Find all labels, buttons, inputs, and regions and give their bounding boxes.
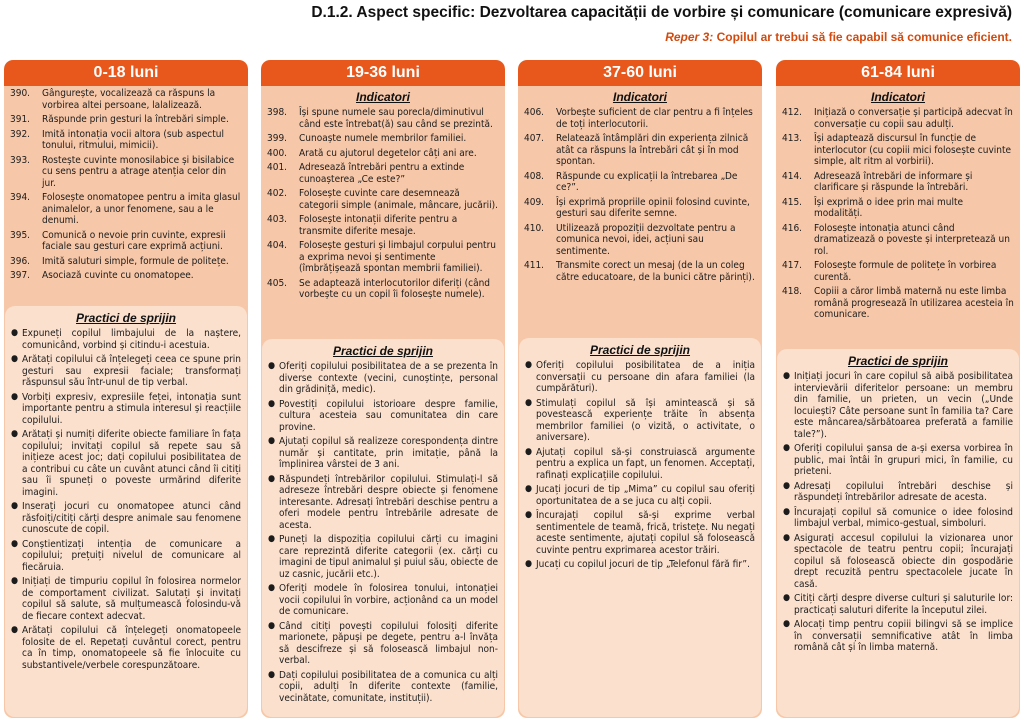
practice-item bbox=[11, 539, 241, 574]
reper-text: Copilul ar trebui să fie capabil să comunice eficient. bbox=[716, 30, 1012, 44]
indicator-number: 390. bbox=[10, 88, 31, 99]
practice-text: Stimulați copilul să își amintească și să povestească experiențe trăite în absența membrilor familiei (o vizită, o activitate, o aniversare). bbox=[536, 397, 755, 443]
bullet-icon: ● bbox=[783, 480, 791, 491]
indicator-number: 411. bbox=[524, 260, 545, 271]
practice-item bbox=[268, 361, 498, 396]
bullet-icon: ● bbox=[525, 484, 533, 494]
practice-item bbox=[268, 583, 498, 618]
practice-item bbox=[783, 619, 1013, 654]
age-header: 19-36 luni bbox=[261, 60, 505, 86]
indicators-title: Indicatori bbox=[612, 90, 667, 104]
bullet-icon: ● bbox=[268, 398, 276, 409]
practice-item bbox=[11, 392, 241, 427]
indicator-item bbox=[267, 107, 499, 130]
practice-item bbox=[268, 474, 498, 532]
practice-item bbox=[783, 507, 1013, 530]
practice-text: Când citiți povești copilului folosiți diferite marionete, păpuși pe degete, pentru a-l învăța să descifreze și să folosească limbajul non-verbal. bbox=[279, 620, 498, 666]
indicator-number: 404. bbox=[267, 240, 288, 251]
indicator-text: Adresează întrebări pentru a extinde cunoașterea „Ce este?” bbox=[299, 162, 465, 185]
indicator-number: 418. bbox=[782, 286, 803, 297]
indicator-number: 407. bbox=[524, 133, 545, 144]
age-column bbox=[4, 60, 248, 718]
indicator-item bbox=[782, 133, 1014, 168]
bullet-icon: ● bbox=[11, 429, 19, 439]
indicator-number: 401. bbox=[267, 162, 288, 173]
indicator-item bbox=[10, 256, 242, 268]
indicator-text: Folosește gesturi și limbajul corpului pentru a exprima nevoi și sentimente (îmbrățișează spontan membrii familiei). bbox=[299, 240, 496, 274]
page-header bbox=[0, 0, 1024, 56]
indicator-text: Arată cu ajutorul degetelor câți ani are. bbox=[299, 147, 477, 159]
indicator-text: Se adaptează interlocutorilor diferiți (când vorbește cu un copil îi folosește numele). bbox=[299, 277, 490, 300]
practices-title: Practici de sprijin bbox=[589, 343, 691, 357]
practice-text: Puneți la dispoziția copilului cărți cu imagini care reprezintă diferite categorii (ex. cărți cu imagini de tipul animalul și puiul său, obiecte de uz casnic, jucării etc.). bbox=[279, 534, 498, 580]
practice-item bbox=[268, 436, 498, 471]
practice-item bbox=[783, 443, 1013, 478]
indicators-panel bbox=[261, 86, 505, 301]
practices-title: Practici de sprijin bbox=[332, 344, 434, 358]
practice-text: Încurajați copilul să comunice o idee folosind limbajul verbal, mimico-gestual, simboluri. bbox=[794, 506, 1013, 529]
practice-text: Jucați cu copilul jocuri de tip „Telefonul fără fir”. bbox=[536, 559, 750, 570]
indicator-number: 417. bbox=[782, 260, 803, 271]
indicators-title: Indicatori bbox=[355, 90, 410, 104]
bullet-icon: ● bbox=[11, 625, 19, 635]
practice-text: Jucați jocuri de tip „Mima” cu copilul sau oferiți oportunitatea de a se juca cu alți copii. bbox=[536, 484, 755, 507]
indicator-item bbox=[267, 148, 499, 160]
practices-list bbox=[783, 371, 1013, 654]
indicator-item bbox=[267, 133, 499, 145]
bullet-icon: ● bbox=[11, 538, 19, 549]
indicators-list bbox=[10, 88, 242, 282]
practice-text: Inserați jocuri cu onomatopee atunci când răsfoiți/citiți cărți despre animale sau fenomene cunoscute de copil. bbox=[22, 501, 241, 535]
indicator-number: 405. bbox=[267, 277, 288, 289]
practices-panel bbox=[519, 338, 761, 717]
age-header: 61-84 luni bbox=[776, 60, 1020, 86]
bullet-icon: ● bbox=[11, 328, 19, 338]
bullet-icon: ● bbox=[783, 593, 791, 603]
indicator-text: Răspunde cu explicații la întrebarea „De ce?”. bbox=[556, 170, 738, 193]
practice-text: Arătați copilului că înțelegeți onomatopeele folosite de el. Repetați cuvântul corect, pentru ca în timp, onomatopeele să fie înlocuite cu substantivele/verbele corespunzătoare. bbox=[22, 625, 241, 671]
indicator-item bbox=[782, 260, 1014, 283]
indicator-item bbox=[782, 171, 1014, 194]
bullet-icon: ● bbox=[268, 436, 276, 446]
practices-panel bbox=[5, 306, 247, 717]
indicator-text: Comunică o nevoie prin cuvinte, expresii faciale sau gesturi care exprimă acțiuni. bbox=[42, 229, 226, 252]
bullet-icon: ● bbox=[268, 473, 276, 484]
practice-text: Oferiți modele în folosirea tonului, intonației vocii copilului în vorbire, acționând ca un model de comunicare. bbox=[279, 583, 498, 617]
bullet-icon: ● bbox=[525, 397, 533, 408]
bullet-icon: ● bbox=[525, 559, 533, 569]
indicator-text: Cunoaște numele membrilor familiei. bbox=[299, 133, 467, 144]
indicator-item bbox=[267, 214, 499, 237]
bullet-icon: ● bbox=[268, 669, 276, 680]
practices-title: Practici de sprijin bbox=[75, 311, 177, 325]
indicator-number: 403. bbox=[267, 214, 288, 225]
practice-text: Ajutați copilul să-și construiască argumente pentru a explica un fapt, un fenomen. Acceptați, rafinați explicațiile copilului. bbox=[536, 446, 755, 481]
indicator-item bbox=[524, 260, 756, 283]
practice-item bbox=[525, 484, 755, 507]
age-column bbox=[776, 60, 1020, 718]
indicator-number: 409. bbox=[524, 196, 545, 208]
practice-item bbox=[11, 429, 241, 498]
practice-item bbox=[11, 576, 241, 622]
indicator-number: 398. bbox=[267, 107, 288, 118]
practice-item bbox=[783, 371, 1013, 440]
indicator-item bbox=[10, 230, 242, 253]
practice-text: Vorbiți expresiv, expresiile feței, intonația sunt importante pentru a stimula interesul și reacțiile copilului. bbox=[22, 391, 241, 426]
indicator-item bbox=[10, 192, 242, 227]
bullet-icon: ● bbox=[268, 361, 276, 371]
practices-panel bbox=[777, 349, 1019, 717]
practice-text: Dați copilului posibilitatea de a comunica cu alți copii, adulți în diferite contexte (familie, vecinătate, comunitate, instituții). bbox=[279, 669, 498, 704]
practice-item bbox=[525, 510, 755, 556]
indicators-panel bbox=[518, 86, 762, 283]
practice-item bbox=[11, 501, 241, 536]
bullet-icon: ● bbox=[11, 501, 19, 511]
page-title: D.1.2. Aspect specific: Dezvoltarea capacității de vorbire și comunicare (comunicare expresivă) bbox=[311, 4, 1012, 21]
indicator-number: 393. bbox=[10, 154, 31, 166]
indicators-list bbox=[267, 107, 499, 301]
indicator-text: Își spune numele sau porecla/diminutivul când este întrebat(ă) sau când se prezintă. bbox=[299, 107, 493, 130]
bullet-icon: ● bbox=[525, 360, 533, 370]
bullet-icon: ● bbox=[11, 354, 19, 364]
indicator-number: 413. bbox=[782, 133, 803, 144]
indicator-item bbox=[267, 278, 499, 301]
practice-item bbox=[268, 621, 498, 667]
indicator-text: Utilizează propoziții dezvoltate pentru a comunica nevoi, idei, acțiuni sau sentimente. bbox=[556, 222, 736, 257]
indicator-item bbox=[10, 129, 242, 152]
indicators-panel bbox=[4, 86, 248, 282]
indicator-text: Își exprimă propriile opinii folosind cuvinte, gesturi sau diferite semne. bbox=[556, 196, 750, 219]
age-header: 37-60 luni bbox=[518, 60, 762, 86]
bullet-icon: ● bbox=[525, 446, 533, 457]
practice-item bbox=[268, 670, 498, 705]
indicator-text: Gângurește, vocalizează ca răspuns la vorbirea altei persoane, lalalizează. bbox=[42, 88, 216, 111]
reper-subtitle bbox=[665, 30, 1012, 44]
indicator-text: Își adaptează discursul în funcție de interlocutor (cu copiii mici folosește cuvinte simple, alt ritm al vorbirii). bbox=[814, 133, 1012, 167]
practice-text: Răspundeți întrebărilor copilului. Stimulați-l să adreseze întrebări despre obiecte și fenomene interesante. Adresați întrebări deschise pentru a oferi modele pentru întrebările adresate de acesta. bbox=[279, 473, 498, 531]
indicator-text: Imită saluturi simple, formule de politețe. bbox=[42, 255, 229, 267]
practice-item bbox=[11, 625, 241, 671]
practice-text: Adresați copilului întrebări deschise și răspundeți întrebărilor adresate de acesta. bbox=[794, 480, 1013, 503]
indicator-item bbox=[782, 107, 1014, 130]
practice-text: Încurajați copilul să-și exprime verbal sentimentele de teamă, frică, tristețe. Nu negați aceste sentimente, ajutați copilul să folosească cuvinte pentru exprimarea acestor trăiri. bbox=[536, 510, 755, 556]
indicator-number: 408. bbox=[524, 170, 545, 182]
indicator-item bbox=[782, 286, 1014, 321]
indicator-number: 412. bbox=[782, 107, 803, 118]
practice-text: Inițiați de timpuriu copilul în folosirea normelor de comportament civilizat. Salutați și invitați copilul să salute, să mulțumească folosindu-vă de fiecare context adecvat. bbox=[22, 576, 241, 622]
indicator-text: Folosește onomatopee pentru a imita glasul animalelor, a unor fenomene, sau a le denumi. bbox=[42, 192, 241, 226]
practice-text: Expuneți copilul limbajului de la naștere, comunicând, vorbind și citindu-i acestuia. bbox=[22, 328, 241, 351]
indicator-number: 391. bbox=[10, 114, 31, 125]
practice-item bbox=[11, 328, 241, 351]
practices-list bbox=[11, 328, 241, 671]
indicator-item bbox=[524, 223, 756, 258]
practice-text: Ajutați copilul să realizeze corespondența dintre număr și cantitate, prin imitație, până la împlinirea vârstei de 3 ani. bbox=[279, 436, 498, 470]
indicator-item bbox=[782, 223, 1014, 258]
indicator-number: 400. bbox=[267, 147, 288, 159]
practices-list bbox=[525, 360, 755, 571]
indicator-item bbox=[782, 197, 1014, 220]
indicator-text: Folosește intonații diferite pentru a transmite diferite mesaje. bbox=[299, 214, 458, 237]
practice-text: Arătați și numiți diferite obiecte familiare în fața copilului; invitați copilul să repete sau să inițieze acest joc; dați copilului posibilitatea de a contribui cu câte un cuvânt atunci când îi citiți sau îi spuneți o poveste urmărind diferite imagini. bbox=[22, 429, 241, 498]
indicator-item bbox=[10, 88, 242, 111]
practice-text: Asigurați accesul copilului la vizionarea unor spectacole de teatru pentru copii; încurajați copilul să folosească obiecte din gospodărie drept recuzită pentru spectacolele jucate în casă. bbox=[794, 532, 1013, 590]
bullet-icon: ● bbox=[783, 371, 791, 381]
practice-item bbox=[268, 534, 498, 580]
indicator-number: 416. bbox=[782, 222, 803, 234]
indicator-text: Relatează întâmplări din experiența zilnică atât ca răspuns la întrebări cât și în mod spontan. bbox=[556, 133, 749, 167]
indicator-item bbox=[267, 240, 499, 275]
bullet-icon: ● bbox=[525, 510, 533, 520]
bullet-icon: ● bbox=[11, 576, 19, 586]
practice-text: Alocați timp pentru copiii bilingvi să se implice în conversații semnificative atât în limba română cât și în limba maternă. bbox=[794, 619, 1013, 653]
indicator-item bbox=[524, 197, 756, 220]
indicator-text: Răspunde prin gesturi la întrebări simple. bbox=[42, 114, 229, 125]
indicator-item bbox=[10, 270, 242, 282]
bullet-icon: ● bbox=[783, 443, 791, 453]
indicator-number: 395. bbox=[10, 229, 31, 241]
practice-text: Oferiți copilului posibilitatea de a se prezenta în diverse contexte (vecini, cunoștințe, personal din grădiniță, medic). bbox=[279, 361, 498, 395]
bullet-icon: ● bbox=[783, 532, 791, 543]
practice-item bbox=[525, 559, 755, 571]
indicator-text: Rostește cuvinte monosilabice și bisilabice cu sens pentru a atrage atenția celor din jur. bbox=[42, 154, 235, 189]
indicator-text: Adresează întrebări de informare și clarificare și răspunde la întrebări. bbox=[814, 170, 973, 193]
indicator-item bbox=[267, 162, 499, 185]
practice-item bbox=[783, 593, 1013, 616]
practice-item bbox=[783, 481, 1013, 504]
practices-list bbox=[268, 361, 498, 704]
indicator-number: 414. bbox=[782, 170, 803, 182]
practice-item bbox=[11, 354, 241, 389]
indicator-number: 410. bbox=[524, 222, 545, 234]
indicators-title: Indicatori bbox=[870, 90, 925, 104]
bullet-icon: ● bbox=[11, 391, 19, 402]
practice-text: Oferiți copilului șansa de a-și exersa vorbirea în public, mai întâi în grupuri mici, în familie, cu prieteni. bbox=[794, 443, 1013, 477]
practice-item bbox=[525, 360, 755, 395]
indicator-number: 402. bbox=[267, 188, 288, 199]
bullet-icon: ● bbox=[268, 620, 276, 631]
indicator-number: 392. bbox=[10, 128, 31, 140]
bullet-icon: ● bbox=[268, 583, 276, 593]
practice-text: Povestiți copilului istorioare despre familie, cultura acesteia sau comunitatea din care provine. bbox=[279, 398, 498, 433]
indicator-item bbox=[267, 188, 499, 211]
bullet-icon: ● bbox=[783, 506, 791, 517]
bullet-icon: ● bbox=[268, 534, 276, 544]
indicator-item bbox=[524, 171, 756, 194]
practice-text: Arătați copilului că înțelegeți ceea ce spune prin gesturi sau expresii faciale; transformați răspunsul său într-unul de tip verbal. bbox=[22, 354, 241, 388]
indicator-number: 397. bbox=[10, 270, 31, 281]
practice-item bbox=[525, 447, 755, 482]
indicator-item bbox=[524, 133, 756, 168]
practice-item bbox=[268, 399, 498, 434]
bullet-icon: ● bbox=[783, 619, 791, 629]
indicator-text: Folosește formule de politețe în vorbirea curentă. bbox=[814, 260, 997, 283]
practice-text: Oferiți copilului posibilitatea de a iniția conversații cu persoane din afara familiei (la cumpărături). bbox=[536, 360, 755, 394]
practices-panel bbox=[262, 339, 504, 717]
indicator-text: Folosește intonația atunci când dramatizează o poveste și interpretează un rol. bbox=[814, 222, 1010, 257]
indicator-text: Inițiază o conversație și participă adecvat în conversație cu copii sau adulți. bbox=[814, 107, 1013, 130]
indicator-text: Imită intonația vocii altora (sub aspectul tonului, ritmului, mimicii). bbox=[42, 128, 224, 151]
reper-label: Reper 3: bbox=[665, 30, 714, 44]
indicator-text: Vorbește suficient de clar pentru a fi înțeles de toți interlocutorii. bbox=[556, 107, 753, 130]
indicator-number: 394. bbox=[10, 192, 31, 203]
practice-item bbox=[783, 533, 1013, 591]
indicators-list bbox=[524, 107, 756, 283]
age-column bbox=[261, 60, 505, 718]
indicator-text: Folosește cuvinte care desemnează categorii simple (animale, mâncare, jucării). bbox=[299, 188, 498, 211]
indicator-item bbox=[10, 155, 242, 190]
indicator-number: 399. bbox=[267, 133, 288, 144]
practice-text: Inițiați jocuri în care copilul să aibă posibilitatea intervievării diferitelor persoane: un membru din familie, un prieten, un vecin („Unde locuiești? Câte persoane sunt în familia ta? Care este mâncarea/sărbătoarea preferată a familie tale?”). bbox=[794, 371, 1013, 440]
age-column bbox=[518, 60, 762, 718]
practice-item bbox=[525, 398, 755, 444]
age-header: 0-18 luni bbox=[4, 60, 248, 86]
indicator-number: 396. bbox=[10, 255, 31, 267]
indicator-item bbox=[10, 114, 242, 126]
practices-title: Practici de sprijin bbox=[847, 354, 949, 368]
indicator-text: Își exprimă o idee prin mai multe modalități. bbox=[814, 196, 964, 219]
practice-text: Citiți cărți despre diverse culturi și saluturile lor: practicați saluturi diferite la începutul zilei. bbox=[794, 593, 1013, 616]
practice-text: Conștientizați intenția de comunicare a copilului; prețuiți nivelul de comunicare al fiecăruia. bbox=[22, 538, 241, 573]
indicator-text: Copiii a căror limbă maternă nu este limba română progresează în utilizarea acesteia în comunicare. bbox=[814, 286, 1014, 320]
indicators-list bbox=[782, 107, 1014, 321]
indicators-panel bbox=[776, 86, 1020, 321]
indicator-number: 406. bbox=[524, 107, 545, 118]
indicator-item bbox=[524, 107, 756, 130]
indicator-text: Asociază cuvinte cu onomatopee. bbox=[42, 270, 194, 281]
indicator-text: Transmite corect un mesaj (de la un coleg către educatoare, de la bunici către părinți). bbox=[556, 260, 755, 283]
indicator-number: 415. bbox=[782, 196, 803, 208]
